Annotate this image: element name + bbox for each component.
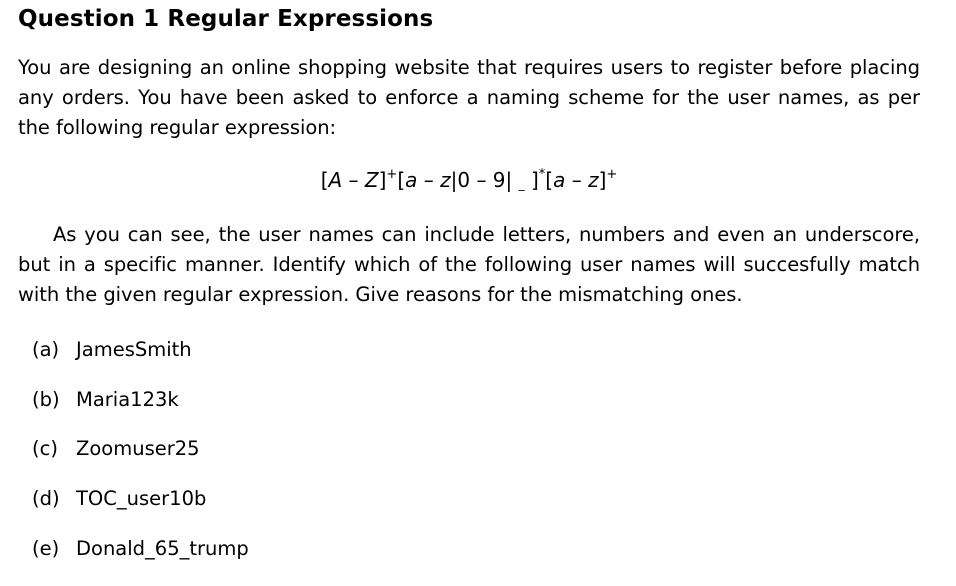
- regex-symbol: Z: [364, 168, 379, 192]
- regex-formula: [18, 166, 920, 197]
- regex-symbol: a: [553, 168, 566, 192]
- list-item-marker: (a): [32, 338, 60, 361]
- question-instructions-paragraph: As you can see, the user names can include letters, numbers and even an underscore, but in a specific manner. Identify which of the following user names will succesfully match with the given regular expression. Give reasons for the mismatching ones.: [18, 223, 920, 306]
- regex-symbol: A: [328, 168, 343, 192]
- regex-part: ]: [598, 168, 607, 192]
- regex-superscript: +: [606, 167, 618, 183]
- regex-part: ]: [524, 168, 539, 192]
- regex-superscript: *: [538, 167, 546, 183]
- question-title: Question 1 Regular Expressions: [18, 6, 434, 32]
- list-item-marker: (c): [32, 437, 58, 461]
- regex-part: [: [545, 168, 554, 192]
- regex-symbol: z: [588, 168, 599, 192]
- list-item-username: Donald_65_trump: [76, 536, 249, 560]
- regex-part: –: [565, 168, 589, 192]
- regex-part: –: [342, 168, 365, 192]
- list-item-marker: (e): [32, 536, 60, 560]
- list-item-username: Maria123k: [76, 387, 179, 411]
- regex-symbol: a: [405, 168, 418, 192]
- list-item-username: Zoomuser25: [76, 437, 200, 461]
- regex-part: [: [320, 168, 329, 192]
- regex-part: ]: [378, 168, 387, 192]
- regex-part: |0 – 9|: [450, 168, 519, 192]
- list-item-username: TOC_user10b: [76, 487, 207, 511]
- list-item-marker: (d): [32, 487, 60, 511]
- regex-part: [: [397, 168, 406, 192]
- regex-part: –: [417, 168, 441, 192]
- regex-underscore: _: [518, 177, 525, 191]
- regex-symbol: z: [440, 168, 451, 192]
- list-item-username: JamesSmith: [76, 338, 192, 361]
- question-intro-paragraph: You are designing an online shopping website that requires users to register before placing any orders. You have been asked to enforce a naming scheme for the user names, as per the following regular expression:: [18, 56, 920, 139]
- list-item-marker: (b): [32, 387, 60, 411]
- regex-superscript: +: [386, 167, 398, 183]
